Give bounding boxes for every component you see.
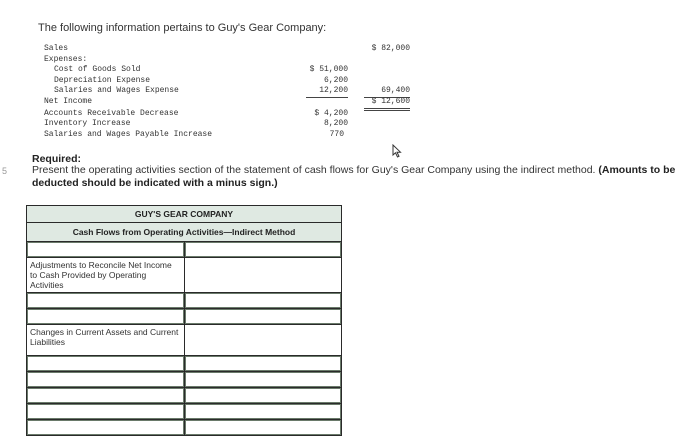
account-select[interactable] <box>27 388 185 404</box>
table-row <box>27 293 342 309</box>
changes-blank-cell <box>184 325 342 356</box>
amount-input[interactable] <box>184 356 342 372</box>
depreciation-value: 6,200 <box>323 75 348 85</box>
changes-label-cell <box>27 325 185 356</box>
sales-value: $ 82,000 <box>371 44 410 53</box>
table-row <box>27 404 342 420</box>
account-select[interactable] <box>27 372 185 388</box>
mouse-cursor-icon <box>390 144 404 158</box>
account-select[interactable] <box>27 356 185 372</box>
amount-input[interactable] <box>184 293 342 309</box>
cash-flow-table <box>26 205 342 436</box>
ar-value: $ 4,200 <box>314 108 348 118</box>
inventory-value: 8,200 <box>323 119 348 129</box>
table-title: Cash Flows from Operating Activities—Indirect Method <box>72 227 296 237</box>
intro-text: The following information pertains to Guy's Gear Company: <box>38 22 327 34</box>
table-row <box>27 372 342 388</box>
net-income-label: Net Income <box>44 97 93 106</box>
amount-input[interactable] <box>184 309 342 325</box>
net-income-value: $ 12,600 <box>364 97 410 111</box>
account-select[interactable] <box>27 404 185 420</box>
account-select[interactable] <box>27 309 185 325</box>
table-row <box>27 356 342 372</box>
table-row <box>27 388 342 404</box>
swp-label: Salaries and Wages Payable Increase <box>44 129 213 139</box>
section-label-row <box>27 258 342 293</box>
amount-input[interactable] <box>184 372 342 388</box>
adjustments-label-cell <box>27 258 185 293</box>
adjustments-label: Adjustments to Reconcile Net Income to Cash Provided by Operating Activities <box>30 260 172 290</box>
required-text: Present the operating activities section of the statement of cash flows for Guy's Gear Company using the indirect method. <box>32 164 596 176</box>
sales-label: Sales <box>44 44 69 53</box>
swp-value: 770 <box>329 129 344 139</box>
salaries-label: Salaries and Wages Expense <box>54 86 179 96</box>
table-row <box>27 309 342 325</box>
depreciation-label: Depreciation Expense <box>54 75 151 85</box>
amount-input[interactable] <box>184 388 342 404</box>
margin-marker: 5 <box>2 166 8 176</box>
amount-input[interactable] <box>184 404 342 420</box>
amount-input[interactable] <box>184 242 342 258</box>
total-expenses-value: 69,400 <box>364 86 410 98</box>
required-heading: Required: <box>32 153 82 165</box>
ar-label: Accounts Receivable Decrease <box>44 108 179 118</box>
required-instructions <box>32 164 692 190</box>
table-title-cell <box>27 223 342 242</box>
account-select[interactable] <box>27 242 185 258</box>
company-name: GUY'S GEAR COMPANY <box>134 209 234 219</box>
adjustments-blank-cell <box>184 258 342 293</box>
cogs-value: $ 51,000 <box>309 65 348 75</box>
inventory-label: Inventory Increase <box>44 119 131 129</box>
cogs-label: Cost of Goods Sold <box>54 65 141 75</box>
info-block <box>44 44 416 144</box>
section-label-row <box>27 325 342 356</box>
company-name-cell <box>27 206 342 223</box>
required-note: (Amounts to be deducted should be indicated with a minus sign.) <box>32 164 676 189</box>
changes-label: Changes in Current Assets and Current Liabilities <box>30 327 179 347</box>
table-row <box>27 242 342 258</box>
expenses-label: Expenses: <box>44 54 88 64</box>
salaries-value: 12,200 <box>306 86 348 98</box>
account-select[interactable] <box>27 293 185 309</box>
